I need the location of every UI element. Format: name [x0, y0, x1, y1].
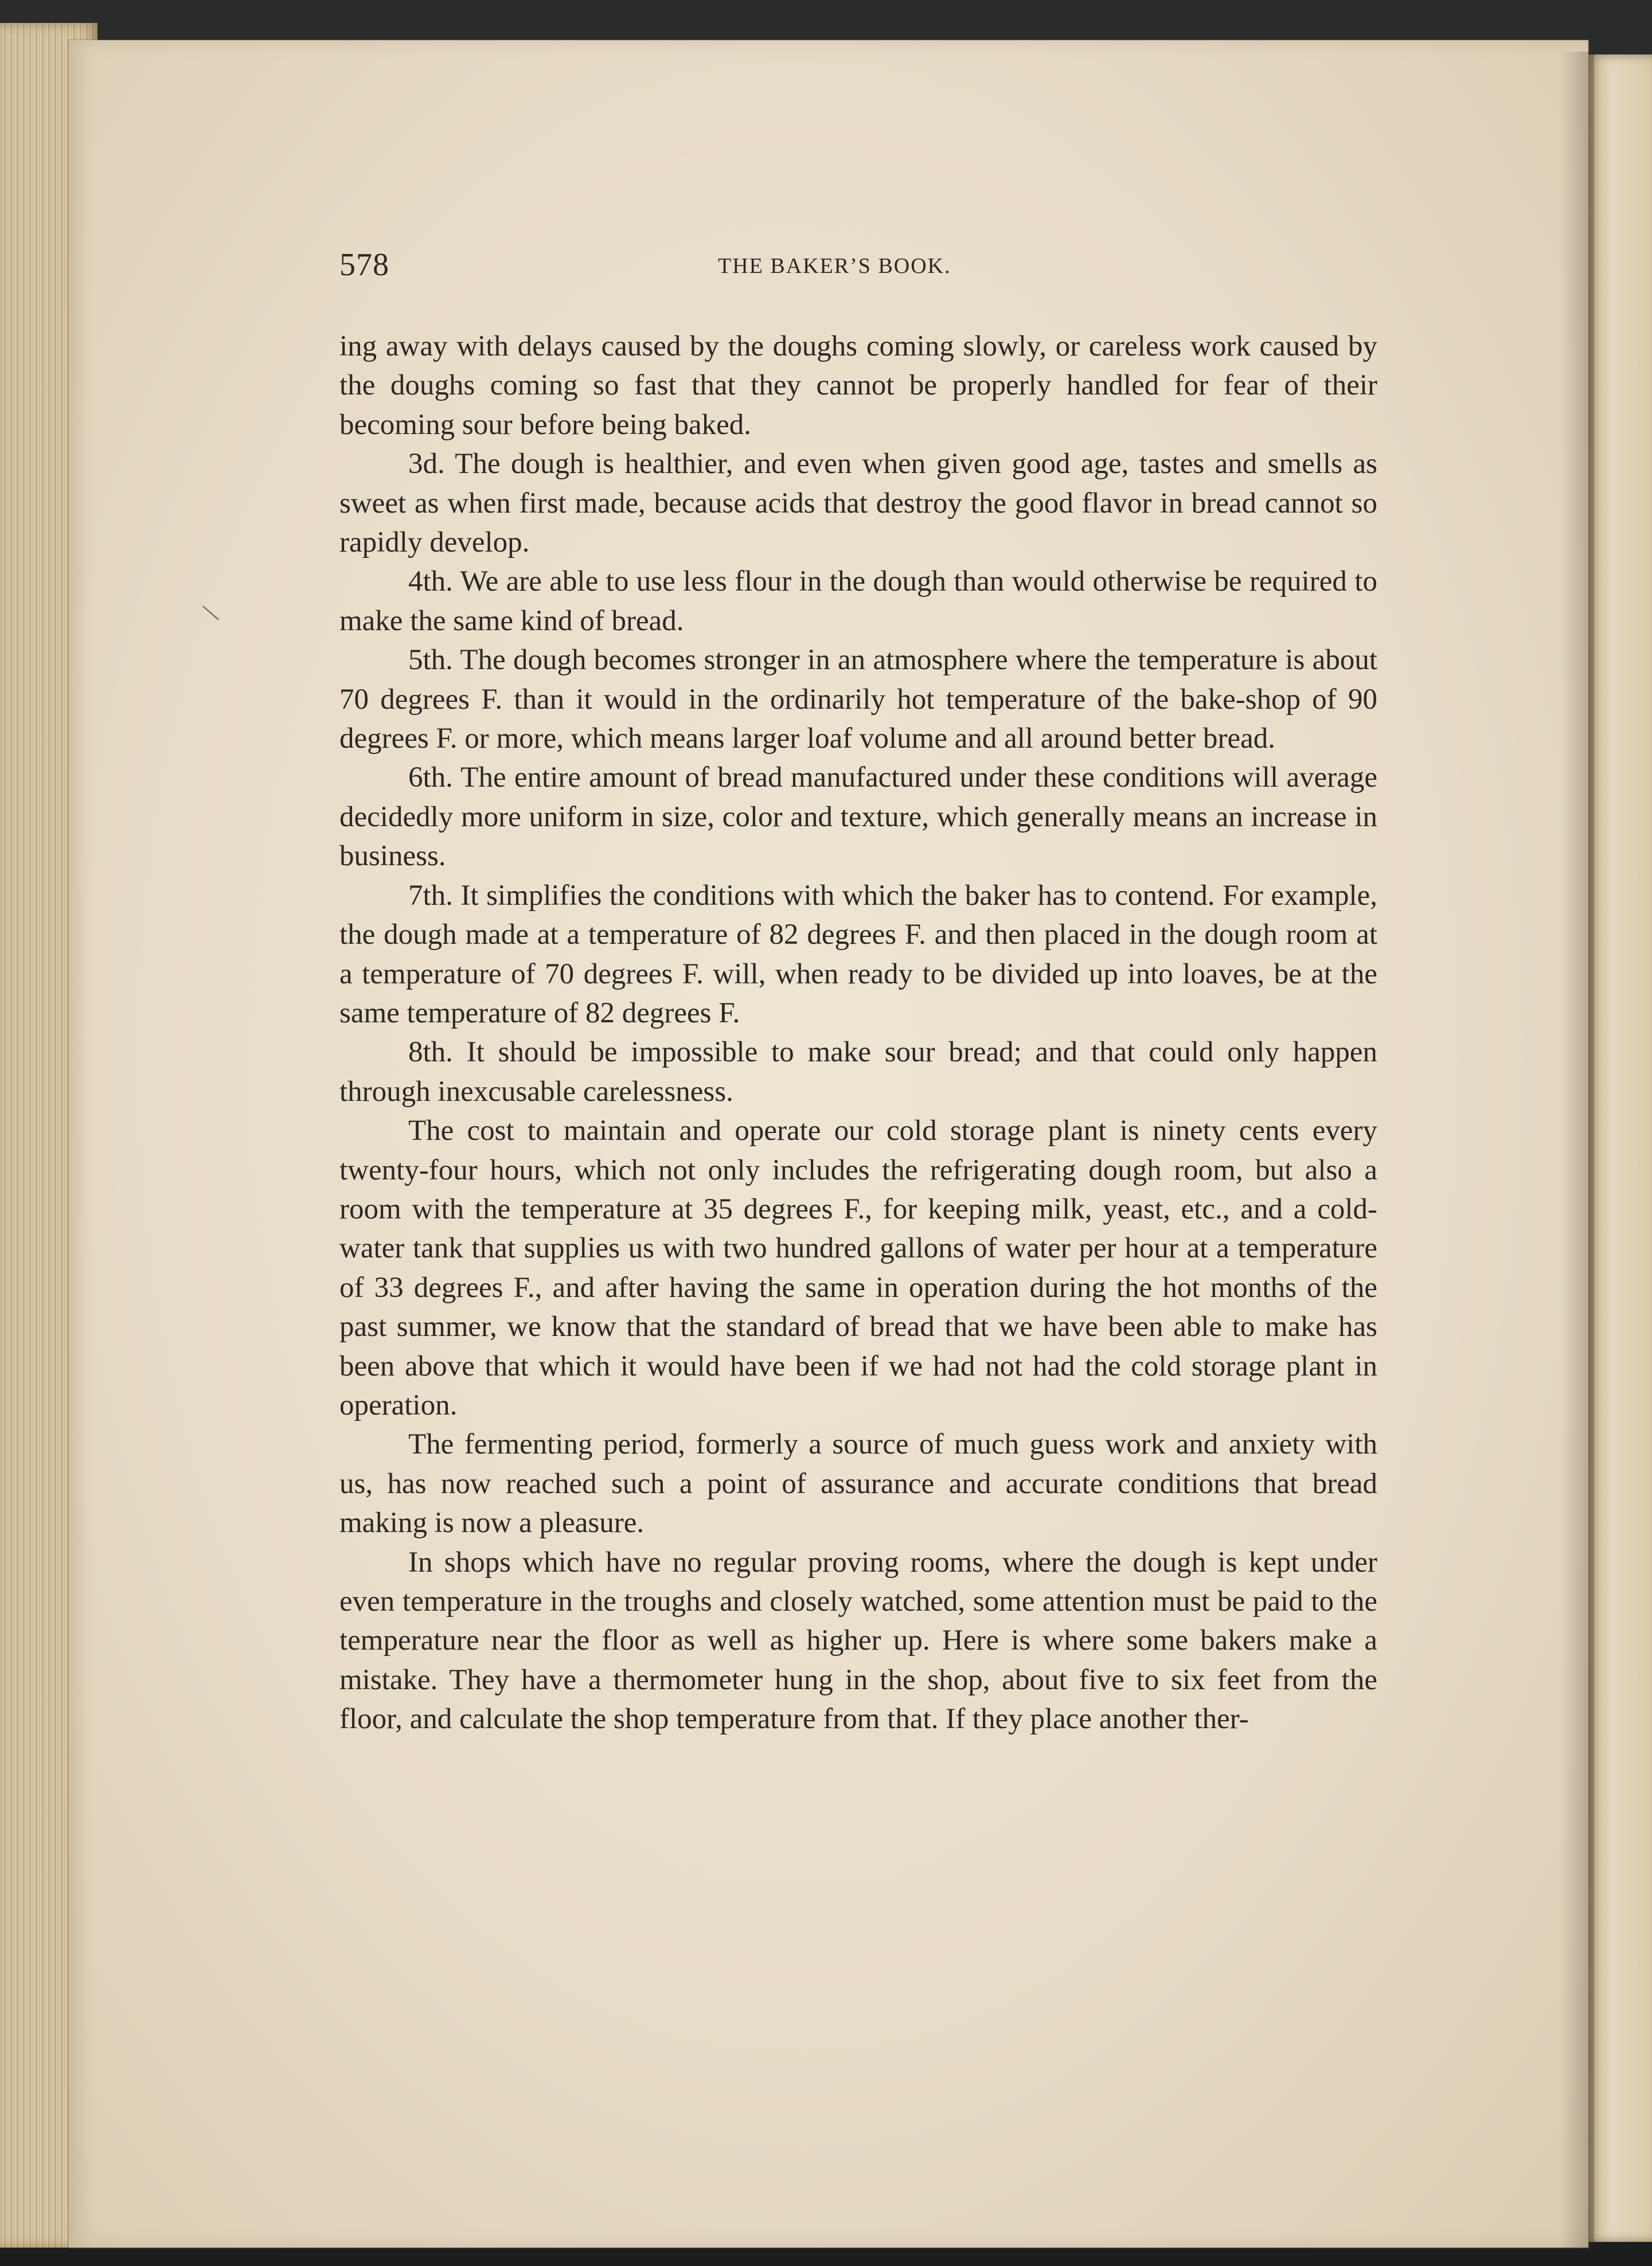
book-title: THE BAKER’S BOOK.	[718, 254, 951, 278]
paragraph-7th: 7th. It simplifies the conditions with which the baker has to contend. For example, the dough made at a temperature of 82 degrees F. and then placed in the dough room at a temperature of 70 degrees F. will, when ready to be divided up into loaves, be at the same temperature of 82 degrees F.	[339, 879, 1377, 1029]
running-head	[339, 247, 1377, 292]
adjacent-page-edge	[1585, 54, 1652, 2242]
paragraph-shop-temperature: In shops which have no regular proving rooms, where the dough is kept under even temperature in the troughs and closely watched, some attention must be paid to the temperature near the floor as well as higher up. Here is where some bakers make a mistake. They have a thermometer hung in the shop, about five to six feet from the floor, and calculate the shop temperature from that. If they place another ther-	[339, 1546, 1377, 1736]
paragraph-5th: 5th. The dough becomes stronger in an atmosphere where the temperature is about 70 degrees F. than it would in the ordinarily hot temperature of the bake-shop of 90 degrees F. or more, which means larger loaf volume and all around better bread.	[339, 644, 1377, 755]
paragraph-fermenting-period: The fermenting period, formerly a source of much guess work and anxiety with us, has now reached such a point of assurance and accurate conditions that bread making is now a pleasure.	[339, 1428, 1377, 1540]
page-number: 578	[339, 247, 389, 283]
paragraph-4th: 4th. We are able to use less flour in the dough than would otherwise be required to make the same kind of bread.	[339, 565, 1377, 637]
paragraph-3d: 3d. The dough is healthier, and even when given good age, tastes and smells as sweet as when first made, because acids that destroy the good flavor in bread cannot so rapidly develop.	[339, 448, 1377, 559]
gutter-shadow	[1560, 52, 1594, 2248]
paragraph-continued: ing away with delays caused by the doughs coming slowly, or careless work caused by the doughs coming so fast that they cannot be properly handled for fear of their becoming sour before being baked.	[339, 330, 1377, 441]
paper-mark: ╲	[202, 602, 219, 624]
paragraph-cold-storage-cost: The cost to maintain and operate our cold storage plant is ninety cents every twenty-four hours, which not only includes the refrigerating dough room, but also a room with the temperature at 35 degrees F., for keeping milk, yeast, etc., and a cold-water tank that supplies us with two hundred gallons of water per hour at a temperature of 33 degrees F., and after having the same in operation during the hot months of the past summer, we know that the standard of bread that we have been able to make has been above that which it would have been if we had not had the cold storage plant in operation.	[339, 1115, 1377, 1421]
paragraph-8th: 8th. It should be impossible to make sour bread; and that could only happen through inexcusable carelessness.	[339, 1036, 1377, 1108]
body-text	[339, 327, 1377, 1739]
paragraph-6th: 6th. The entire amount of bread manufactured under these conditions will average decidedly more uniform in size, color and texture, which generally means an increase in business.	[339, 761, 1377, 873]
